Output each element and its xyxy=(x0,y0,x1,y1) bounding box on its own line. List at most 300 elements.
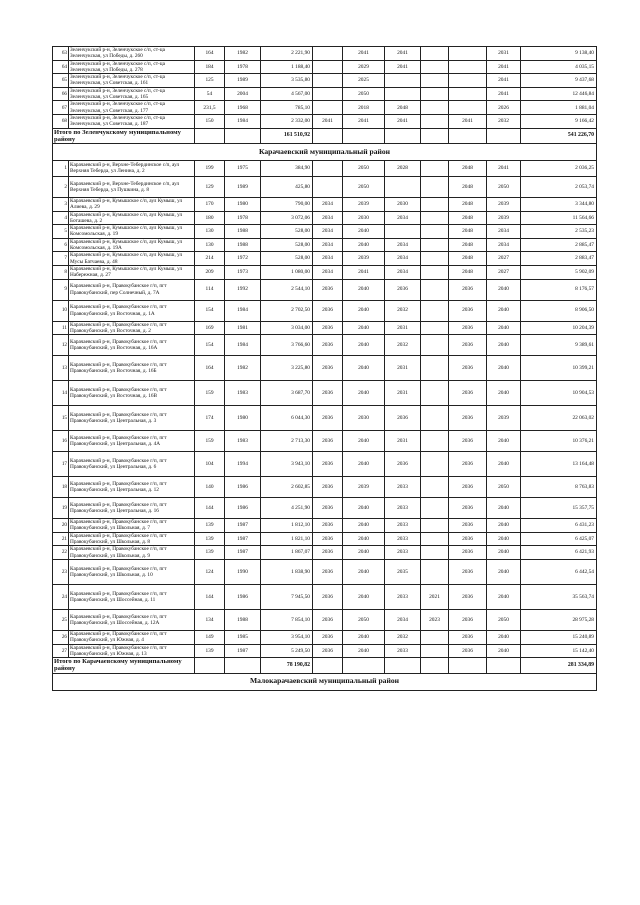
year-built-cell: 1989 xyxy=(225,176,261,197)
repair-year-cell-4 xyxy=(421,477,449,498)
repair-year-cell-1 xyxy=(313,176,343,197)
total-cost-cell: 4 035,15 xyxy=(521,60,597,74)
repair-year-cell-1 xyxy=(313,87,343,101)
table-row xyxy=(53,519,597,533)
area-cell: 159 xyxy=(195,381,225,406)
repair-year-cell-2: 2040 xyxy=(343,584,385,609)
repair-year-cell-1: 2041 xyxy=(313,114,343,128)
row-number: 5 xyxy=(53,225,69,239)
repair-year-cell-3 xyxy=(385,87,421,101)
area-cell: 174 xyxy=(195,406,225,431)
repair-year-cell-3: 2033 xyxy=(385,584,421,609)
cost-cell: 1 080,00 xyxy=(261,265,313,279)
repair-year-cell-5: 2036 xyxy=(449,584,487,609)
total-label: Итого по Карачаевскому муниципальному району xyxy=(53,658,195,673)
year-built-cell: 1972 xyxy=(225,252,261,266)
repair-year-cell-2: 2040 xyxy=(343,559,385,584)
row-number: 23 xyxy=(53,559,69,584)
area-cell: 130 xyxy=(195,225,225,239)
empty-cell xyxy=(225,128,261,143)
address-cell: Карачаевский р-н, Правокубанское г/п, пгт Правокубанский, ул Южная, д. 13 xyxy=(69,644,195,658)
repair-year-cell-1 xyxy=(313,101,343,115)
repair-year-cell-4 xyxy=(421,60,449,74)
table-row xyxy=(53,279,597,300)
area-cell: 169 xyxy=(195,321,225,335)
repair-year-cell-5: 2048 xyxy=(449,211,487,225)
year-built-cell: 1986 xyxy=(225,498,261,519)
table-row xyxy=(53,406,597,431)
repair-year-cell-5: 2036 xyxy=(449,335,487,356)
repair-year-cell-3: 2032 xyxy=(385,630,421,644)
repair-year-cell-1: 2036 xyxy=(313,431,343,452)
total-row xyxy=(53,658,597,673)
repair-year-cell-2: 2050 xyxy=(343,87,385,101)
total-cost-cell: 9 138,40 xyxy=(521,47,597,61)
total-cost-cell: 28 975,28 xyxy=(521,609,597,630)
repair-year-cell-1 xyxy=(313,160,343,176)
address-cell: Карачаевский р-н, Правокубанское г/п, пгт Правокубанский, ул Школьная, д. 8 xyxy=(69,532,195,546)
repair-year-cell-2: 2030 xyxy=(343,406,385,431)
table-row xyxy=(53,559,597,584)
repair-year-cell-1: 2036 xyxy=(313,300,343,321)
total-cost-cell: 9 166,42 xyxy=(521,114,597,128)
repair-year-cell-5: 2036 xyxy=(449,546,487,560)
repair-year-cell-2: 2040 xyxy=(343,238,385,252)
address-cell: Карачаевский р-н, Правокубанское г/п, пгт Правокубанский, пер Солнечный, д. 7А xyxy=(69,279,195,300)
table-row xyxy=(53,335,597,356)
repair-year-cell-3: 2036 xyxy=(385,279,421,300)
total-label: Итого по Зеленчукскому муниципальному району xyxy=(53,128,195,143)
total-cost-cell: 8 906,50 xyxy=(521,300,597,321)
section-header xyxy=(53,673,597,690)
address-cell: Карачаевский р-н, Правокубанское г/п, пгт Правокубанский, ул Восточная, д. 16В xyxy=(69,381,195,406)
address-cell: Зеленчукский р-н, Зеленчукское с/п, ст-ца Зеленчукская, ул Советская, д. 187 xyxy=(69,114,195,128)
repair-year-cell-6: 2040 xyxy=(487,498,521,519)
repair-year-cell-2: 2040 xyxy=(343,356,385,381)
repair-year-cell-6: 2031 xyxy=(487,47,521,61)
repair-year-cell-1 xyxy=(313,60,343,74)
area-cell: 139 xyxy=(195,644,225,658)
table-row xyxy=(53,532,597,546)
repair-year-cell-1: 2036 xyxy=(313,559,343,584)
cost-cell: 2 332,00 xyxy=(261,114,313,128)
table-row xyxy=(53,211,597,225)
total-cost-cell: 6 425,07 xyxy=(521,532,597,546)
total-cost-cell: 2 883,47 xyxy=(521,252,597,266)
row-number: 63 xyxy=(53,47,69,61)
row-number: 11 xyxy=(53,321,69,335)
cost-cell: 4 251,90 xyxy=(261,498,313,519)
empty-cell xyxy=(313,658,343,673)
area-cell: 139 xyxy=(195,532,225,546)
empty-cell xyxy=(195,658,225,673)
address-cell: Карачаевский р-н, Верхне-Тебердинское с/п, аул Верхняя Теберда, ул Пушкина, д. 8 xyxy=(69,176,195,197)
repair-year-cell-4 xyxy=(421,321,449,335)
table-row xyxy=(53,452,597,477)
repair-year-cell-5: 2048 xyxy=(449,252,487,266)
repair-year-cell-2: 2040 xyxy=(343,546,385,560)
address-cell: Зеленчукский р-н, Зеленчукское с/п, ст-ца Зеленчукская, ул Советская, д. 165 xyxy=(69,87,195,101)
repair-year-cell-5: 2036 xyxy=(449,452,487,477)
repair-year-cell-4 xyxy=(421,114,449,128)
repair-year-cell-2: 2041 xyxy=(343,47,385,61)
repair-year-cell-3: 2032 xyxy=(385,300,421,321)
year-built-cell: 1978 xyxy=(225,211,261,225)
repair-year-cell-1: 2034 xyxy=(313,265,343,279)
total-cost-cell: 6 421,93 xyxy=(521,546,597,560)
repair-year-cell-6: 2050 xyxy=(487,477,521,498)
address-cell: Карачаевский р-н, Правокубанское г/п, пгт Правокубанский, ул Шоссейная, д. 12А xyxy=(69,609,195,630)
address-cell: Зеленчукский р-н, Зеленчукское с/п, ст-ца Зеленчукская, ул Советская, д. 177 xyxy=(69,101,195,115)
repair-year-cell-4: 2021 xyxy=(421,584,449,609)
repair-year-cell-4 xyxy=(421,300,449,321)
area-cell: 129 xyxy=(195,176,225,197)
repair-year-cell-5: 2036 xyxy=(449,498,487,519)
cost-cell: 6 044,30 xyxy=(261,406,313,431)
row-number: 22 xyxy=(53,546,69,560)
repair-year-cell-5: 2048 xyxy=(449,176,487,197)
cost-cell: 7 945,50 xyxy=(261,584,313,609)
total-cost-cell: 2 036,25 xyxy=(521,160,597,176)
row-number: 7 xyxy=(53,252,69,266)
repair-year-cell-2: 2039 xyxy=(343,197,385,211)
cost-cell: 3 225,80 xyxy=(261,356,313,381)
empty-cell xyxy=(343,658,385,673)
row-number: 6 xyxy=(53,238,69,252)
year-built-cell: 2004 xyxy=(225,87,261,101)
repair-year-cell-2: 2040 xyxy=(343,519,385,533)
repair-year-cell-6: 2040 xyxy=(487,546,521,560)
repair-year-cell-4: 2023 xyxy=(421,609,449,630)
repair-year-cell-1: 2034 xyxy=(313,252,343,266)
total-sum: 281 334,89 xyxy=(521,658,597,673)
year-built-cell: 1990 xyxy=(225,559,261,584)
repair-year-cell-6: 2040 xyxy=(487,630,521,644)
repair-year-cell-6: 2041 xyxy=(487,160,521,176)
repair-year-cell-4 xyxy=(421,644,449,658)
repair-year-cell-6: 2040 xyxy=(487,381,521,406)
year-built-cell: 1983 xyxy=(225,381,261,406)
repair-year-cell-3: 2034 xyxy=(385,238,421,252)
total-cost-cell: 2 053,74 xyxy=(521,176,597,197)
total-cost-cell: 10 376,21 xyxy=(521,431,597,452)
total-cost-cell: 15 357,75 xyxy=(521,498,597,519)
repair-year-cell-6: 2040 xyxy=(487,335,521,356)
address-cell: Карачаевский р-н, Правокубанское г/п, пгт Правокубанский, ул Шоссейная, д. 11 xyxy=(69,584,195,609)
repair-year-cell-5: 2041 xyxy=(449,114,487,128)
repair-year-cell-4 xyxy=(421,211,449,225)
table-row xyxy=(53,498,597,519)
row-number: 67 xyxy=(53,101,69,115)
year-built-cell: 1981 xyxy=(225,321,261,335)
repair-year-cell-6: 2040 xyxy=(487,532,521,546)
total-cost-cell: 22 063,02 xyxy=(521,406,597,431)
repair-year-cell-1: 2036 xyxy=(313,519,343,533)
repair-year-cell-4 xyxy=(421,47,449,61)
year-built-cell: 1987 xyxy=(225,532,261,546)
year-built-cell: 1975 xyxy=(225,160,261,176)
cost-cell: 7 854,10 xyxy=(261,609,313,630)
repair-year-cell-5: 2036 xyxy=(449,609,487,630)
area-cell: 130 xyxy=(195,238,225,252)
year-built-cell: 1982 xyxy=(225,47,261,61)
repair-year-cell-2: 2040 xyxy=(343,279,385,300)
repair-year-cell-5 xyxy=(449,60,487,74)
table-row xyxy=(53,114,597,128)
repair-year-cell-5 xyxy=(449,87,487,101)
repair-year-cell-1: 2034 xyxy=(313,211,343,225)
repair-year-cell-5 xyxy=(449,101,487,115)
table-row xyxy=(53,252,597,266)
row-number: 65 xyxy=(53,74,69,88)
repair-year-cell-3: 2048 xyxy=(385,101,421,115)
area-cell: 159 xyxy=(195,431,225,452)
repair-year-cell-6: 2050 xyxy=(487,176,521,197)
repair-year-cell-6: 2039 xyxy=(487,197,521,211)
row-number: 4 xyxy=(53,211,69,225)
repair-year-cell-2: 2040 xyxy=(343,321,385,335)
repair-year-cell-3: 2028 xyxy=(385,160,421,176)
repair-year-cell-1 xyxy=(313,74,343,88)
repair-year-cell-2: 2040 xyxy=(343,225,385,239)
table-row xyxy=(53,87,597,101)
year-built-cell: 1985 xyxy=(225,630,261,644)
repair-year-cell-6: 2034 xyxy=(487,225,521,239)
cost-cell: 528,00 xyxy=(261,238,313,252)
repair-year-cell-1: 2036 xyxy=(313,452,343,477)
repair-year-cell-5: 2036 xyxy=(449,321,487,335)
repair-year-cell-2: 2040 xyxy=(343,335,385,356)
repair-year-cell-2: 2029 xyxy=(343,60,385,74)
repair-year-cell-5: 2048 xyxy=(449,160,487,176)
address-cell: Карачаевский р-н, Кумышское с/п, аул Кумыш, ул Набережная, д. 27 xyxy=(69,265,195,279)
year-built-cell: 1982 xyxy=(225,356,261,381)
repair-year-cell-5: 2036 xyxy=(449,559,487,584)
repair-year-cell-3: 2033 xyxy=(385,498,421,519)
repair-year-cell-1: 2036 xyxy=(313,584,343,609)
table-row xyxy=(53,584,597,609)
repair-year-cell-1: 2036 xyxy=(313,406,343,431)
address-cell: Карачаевский р-н, Правокубанское г/п, пгт Правокубанский, ул Школьная, д. 10 xyxy=(69,559,195,584)
table-row xyxy=(53,176,597,197)
repair-year-cell-1: 2036 xyxy=(313,498,343,519)
repair-year-cell-6: 2040 xyxy=(487,559,521,584)
area-cell: 154 xyxy=(195,335,225,356)
repair-year-cell-4 xyxy=(421,381,449,406)
area-cell: 209 xyxy=(195,265,225,279)
cost-cell: 2 713,30 xyxy=(261,431,313,452)
repair-year-cell-1: 2036 xyxy=(313,321,343,335)
repair-year-cell-5: 2048 xyxy=(449,225,487,239)
repair-year-cell-6: 2040 xyxy=(487,584,521,609)
repair-year-cell-3: 2034 xyxy=(385,252,421,266)
address-cell: Карачаевский р-н, Правокубанское г/п, пгт Правокубанский, ул Восточная, д. 16Б xyxy=(69,356,195,381)
area-cell: 114 xyxy=(195,279,225,300)
repair-year-cell-2: 2025 xyxy=(343,74,385,88)
cost-cell: 5 249,50 xyxy=(261,644,313,658)
repair-year-cell-4 xyxy=(421,160,449,176)
year-built-cell: 1986 xyxy=(225,584,261,609)
repair-year-cell-5: 2036 xyxy=(449,532,487,546)
repair-year-cell-2: 2039 xyxy=(343,477,385,498)
repair-year-cell-4 xyxy=(421,519,449,533)
area-cell: 139 xyxy=(195,519,225,533)
area-cell: 149 xyxy=(195,630,225,644)
repair-year-cell-5: 2036 xyxy=(449,300,487,321)
empty-cell xyxy=(385,128,421,143)
repair-year-cell-5: 2036 xyxy=(449,356,487,381)
year-built-cell: 1984 xyxy=(225,335,261,356)
repair-year-cell-3: 2041 xyxy=(385,114,421,128)
repair-year-cell-2: 2041 xyxy=(343,114,385,128)
area-cell: 231,5 xyxy=(195,101,225,115)
repair-year-cell-5 xyxy=(449,47,487,61)
repair-year-cell-3: 2033 xyxy=(385,519,421,533)
repair-year-cell-4 xyxy=(421,630,449,644)
repair-year-cell-6: 2040 xyxy=(487,452,521,477)
repair-year-cell-3: 2034 xyxy=(385,609,421,630)
total-cost-cell: 11 564,66 xyxy=(521,211,597,225)
table-row xyxy=(53,300,597,321)
table-row xyxy=(53,644,597,658)
address-cell: Карачаевский р-н, Кумышское с/п, аул Кумыш, ул Комсомольская, д. 19 xyxy=(69,225,195,239)
repair-year-cell-2: 2040 xyxy=(343,498,385,519)
repair-year-cell-6: 2027 xyxy=(487,252,521,266)
repair-year-cell-4 xyxy=(421,532,449,546)
empty-cell xyxy=(313,128,343,143)
repair-year-cell-3: 2036 xyxy=(385,406,421,431)
cost-cell: 3 943,10 xyxy=(261,452,313,477)
year-built-cell: 1988 xyxy=(225,225,261,239)
total-row xyxy=(53,128,597,143)
repair-year-cell-2: 2050 xyxy=(343,160,385,176)
repair-year-cell-3: 2030 xyxy=(385,197,421,211)
repair-year-cell-6: 2026 xyxy=(487,101,521,115)
cost-cell: 425,80 xyxy=(261,176,313,197)
repair-year-cell-6: 2040 xyxy=(487,300,521,321)
year-built-cell: 1987 xyxy=(225,519,261,533)
table-row xyxy=(53,60,597,74)
repair-year-cell-5: 2036 xyxy=(449,644,487,658)
repair-year-cell-2: 2039 xyxy=(343,252,385,266)
repair-year-cell-4 xyxy=(421,238,449,252)
cost-cell: 2 221,90 xyxy=(261,47,313,61)
empty-cell xyxy=(449,128,487,143)
repair-year-cell-6: 2039 xyxy=(487,406,521,431)
repair-year-cell-1: 2036 xyxy=(313,279,343,300)
repair-year-cell-6: 2041 xyxy=(487,87,521,101)
repair-year-cell-5: 2048 xyxy=(449,265,487,279)
cost-cell: 3 766,60 xyxy=(261,335,313,356)
repair-year-cell-4 xyxy=(421,452,449,477)
total-cost-cell: 2 535,23 xyxy=(521,225,597,239)
repair-year-cell-5: 2048 xyxy=(449,197,487,211)
repair-year-cell-6: 2041 xyxy=(487,60,521,74)
address-cell: Зеленчукский р-н, Зеленчукское с/п, ст-ца Зеленчукская, ул Победы, д. 260 xyxy=(69,47,195,61)
row-number: 10 xyxy=(53,300,69,321)
row-number: 64 xyxy=(53,60,69,74)
table-row xyxy=(53,477,597,498)
repair-year-cell-4 xyxy=(421,197,449,211)
repair-year-cell-1: 2034 xyxy=(313,225,343,239)
area-cell: 199 xyxy=(195,160,225,176)
row-number: 27 xyxy=(53,644,69,658)
repair-year-cell-3: 2031 xyxy=(385,431,421,452)
repair-year-cell-2: 2040 xyxy=(343,452,385,477)
total-cost: 161 510,92 xyxy=(261,128,313,143)
section-header xyxy=(53,143,597,160)
table-row xyxy=(53,630,597,644)
address-cell: Карачаевский р-н, Кумышское с/п, аул Кумыш, ул Комсомольская, д. 19А xyxy=(69,238,195,252)
area-cell: 54 xyxy=(195,87,225,101)
total-cost-cell: 8 763,83 xyxy=(521,477,597,498)
total-cost-cell: 12 446,84 xyxy=(521,87,597,101)
year-built-cell: 1989 xyxy=(225,74,261,88)
cost-cell: 3 954,10 xyxy=(261,630,313,644)
repair-year-cell-3 xyxy=(385,176,421,197)
repair-year-cell-5: 2036 xyxy=(449,406,487,431)
cost-cell: 790,00 xyxy=(261,197,313,211)
total-cost-cell: 6 431,23 xyxy=(521,519,597,533)
repair-year-cell-5: 2036 xyxy=(449,381,487,406)
repair-year-cell-3: 2035 xyxy=(385,559,421,584)
repair-year-cell-1: 2036 xyxy=(313,356,343,381)
repair-year-cell-2: 2041 xyxy=(343,265,385,279)
repair-year-cell-5: 2036 xyxy=(449,477,487,498)
repair-year-cell-3: 2041 xyxy=(385,47,421,61)
cost-cell: 1 821,10 xyxy=(261,532,313,546)
repair-year-cell-6: 2039 xyxy=(487,211,521,225)
repair-year-cell-3: 2034 xyxy=(385,211,421,225)
repair-year-cell-4 xyxy=(421,101,449,115)
repair-year-cell-5: 2036 xyxy=(449,279,487,300)
row-number: 19 xyxy=(53,498,69,519)
area-cell: 184 xyxy=(195,60,225,74)
row-number: 14 xyxy=(53,381,69,406)
repair-year-cell-2: 2040 xyxy=(343,381,385,406)
total-cost-cell: 1 881,04 xyxy=(521,101,597,115)
repair-year-cell-2: 2030 xyxy=(343,211,385,225)
repair-year-cell-3: 2032 xyxy=(385,335,421,356)
table-row xyxy=(53,381,597,406)
total-cost-cell: 8 176,57 xyxy=(521,279,597,300)
cost-cell: 1 867,07 xyxy=(261,546,313,560)
repair-year-cell-1: 2036 xyxy=(313,335,343,356)
address-cell: Карачаевский р-н, Кумышское с/п, аул Кумыш, ул Мусы Батчаева, д. 48 xyxy=(69,252,195,266)
year-built-cell: 1987 xyxy=(225,644,261,658)
repair-year-cell-5: 2036 xyxy=(449,630,487,644)
repair-year-cell-3: 2031 xyxy=(385,321,421,335)
total-cost-cell: 13 164,48 xyxy=(521,452,597,477)
cost-cell: 785,10 xyxy=(261,101,313,115)
row-number: 26 xyxy=(53,630,69,644)
row-number: 13 xyxy=(53,356,69,381)
address-cell: Карачаевский р-н, Кумышское с/п, аул Кумыш, ул Боташева, д. 2 xyxy=(69,211,195,225)
total-cost-cell: 10 204,39 xyxy=(521,321,597,335)
year-built-cell: 1968 xyxy=(225,101,261,115)
address-cell: Карачаевский р-н, Правокубанское г/п, пгт Правокубанский, ул Центральная, д. 3 xyxy=(69,406,195,431)
total-cost-cell: 10 904,53 xyxy=(521,381,597,406)
table-row xyxy=(53,546,597,560)
repair-year-cell-6: 2040 xyxy=(487,356,521,381)
row-number: 25 xyxy=(53,609,69,630)
empty-cell xyxy=(421,658,449,673)
year-built-cell: 1988 xyxy=(225,238,261,252)
table-row xyxy=(53,197,597,211)
repair-year-cell-6: 2040 xyxy=(487,321,521,335)
repair-year-cell-6: 2027 xyxy=(487,265,521,279)
cost-cell: 3 034,00 xyxy=(261,321,313,335)
